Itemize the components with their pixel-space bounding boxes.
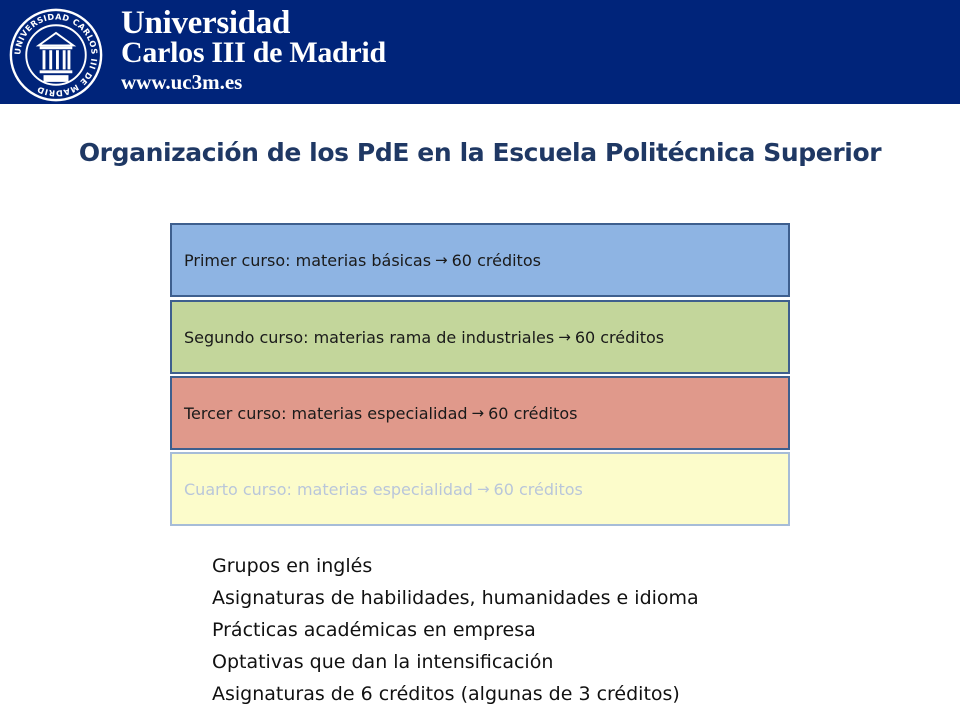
university-url[interactable]: www.uc3m.es — [121, 70, 243, 94]
header-bar — [0, 0, 960, 104]
course-credits: 60 créditos — [493, 479, 583, 499]
university-name-line1: Universidad — [121, 5, 291, 41]
list-item: Asignaturas de 6 créditos (algunas de 3 créditos) — [212, 683, 680, 705]
list-item: Asignaturas de habilidades, humanidades e idioma — [212, 587, 699, 609]
course-label: Segundo curso: materias rama de industriales — [184, 327, 555, 347]
course-box-third — [170, 376, 790, 450]
arrow-right-icon: → — [435, 251, 448, 269]
course-box-fourth — [170, 452, 790, 526]
list-item: Grupos en inglés — [212, 555, 373, 577]
university-seal-logo — [8, 7, 104, 103]
course-label: Tercer curso: materias especialidad — [184, 403, 468, 423]
course-box-second — [170, 300, 790, 374]
course-label: Cuarto curso: materias especialidad — [184, 479, 473, 499]
features-list — [212, 550, 699, 710]
list-item: Optativas que dan la intensificación — [212, 651, 554, 673]
arrow-right-icon: → — [476, 480, 490, 498]
arrow-right-icon: → — [471, 404, 485, 422]
svg-text:UNIVERSIDAD CARLOS III DE MADR: UNIVERSIDAD CARLOS III DE MADRID — [12, 11, 100, 99]
arrow-right-icon: → — [558, 328, 571, 346]
course-box-first — [170, 223, 790, 297]
slide-title: Organización de los PdE en la Escuela Politécnica Superior — [78, 138, 882, 167]
course-credits: 60 créditos — [574, 327, 665, 347]
course-credits: 60 créditos — [488, 403, 578, 423]
course-label: Primer curso: materias básicas — [184, 250, 432, 270]
course-credits: 60 créditos — [451, 250, 541, 270]
list-item: Prácticas académicas en empresa — [212, 619, 536, 641]
university-name-line2: Carlos III de Madrid — [121, 36, 386, 69]
